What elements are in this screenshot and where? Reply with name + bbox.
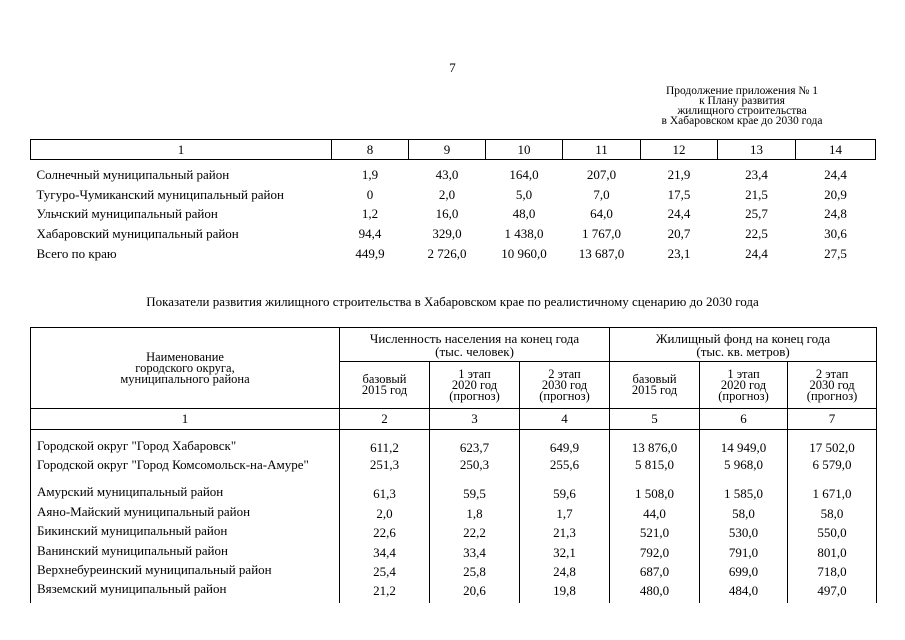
column-number: 7 (788, 409, 877, 430)
cell: 13 687,0 (578, 245, 625, 261)
cell: 21,2 (340, 583, 430, 602)
cell: 7,0 (593, 186, 610, 202)
header-line: (тыс. кв. метров) (696, 343, 790, 359)
cell: 611,2 (340, 440, 430, 459)
cell: 19,8 (520, 583, 610, 602)
table-header-row (31, 328, 877, 362)
cell: 22,5 (745, 226, 768, 242)
subheader-base (610, 362, 700, 409)
cell: 550,0 (788, 525, 877, 544)
appendix-note-line: к Плану развития (699, 95, 785, 107)
cell: 24,8 (520, 564, 610, 583)
header-line: Наименование (146, 349, 224, 364)
cell: 24,4 (745, 245, 768, 261)
cell: 58,0 (700, 506, 788, 525)
cell: Городской округ "Город Хабаровск" (31, 440, 340, 459)
cell: 24,8 (824, 206, 847, 222)
cell: 21,3 (520, 525, 610, 544)
header-line: (прогноз) (539, 388, 590, 403)
cell: 329,0 (432, 226, 462, 242)
cell: 699,0 (700, 564, 788, 583)
cell: 59,5 (430, 486, 520, 505)
cell: 449,9 (355, 245, 385, 261)
cell: 1 671,0 (788, 486, 877, 505)
table-row (31, 166, 876, 186)
column-header: 14 (796, 140, 876, 160)
column-number: 5 (610, 409, 700, 430)
cell: 5 815,0 (610, 459, 700, 486)
appendix-note-line: в Хабаровском крае до 2030 года (661, 115, 823, 127)
header-line: 2020 год (720, 377, 767, 392)
column-header: 11 (563, 140, 641, 160)
cell: 13 876,0 (610, 440, 700, 459)
cell: 521,0 (610, 525, 700, 544)
header-line: 2015 год (631, 383, 678, 397)
subheader-base (340, 362, 430, 409)
cell: 30,6 (824, 226, 847, 242)
subheader-stage1 (700, 362, 788, 409)
appendix-note-line: Продолжение приложения № 1 (665, 85, 819, 97)
header-line: (тыс. человек) (435, 343, 514, 359)
header-line: 1 этап (458, 366, 491, 381)
cell: 2,0 (340, 506, 430, 525)
subheader-stage1 (430, 362, 520, 409)
table-row (31, 525, 877, 544)
cell: 1,9 (361, 167, 379, 183)
cell: 801,0 (788, 545, 877, 564)
appendix-note-line: жилищного строительства (677, 105, 807, 117)
cell: 21,5 (745, 186, 768, 202)
header-line: городского округа, (135, 360, 235, 375)
column-number: 2 (340, 409, 430, 430)
cell: 64,0 (590, 206, 613, 222)
cell: 16,0 (435, 206, 459, 222)
table-row (31, 459, 877, 486)
column-header: 8 (332, 140, 409, 160)
table-row (31, 224, 876, 244)
cell: 61,3 (340, 486, 430, 505)
column-number: 6 (700, 409, 788, 430)
header-line: 2020 год (451, 377, 498, 392)
header-line: 1 этап (727, 366, 760, 381)
table-title: Показатели развития жилищного строительства в Хабаровском крае по реалистичному сценарию до 2030 года (146, 294, 759, 309)
column-number: 4 (520, 409, 610, 430)
cell: 484,0 (700, 583, 788, 602)
cell: 497,0 (788, 583, 877, 602)
cell: 32,1 (520, 545, 610, 564)
table-housing-indicators (30, 327, 877, 603)
cell: 22,2 (430, 525, 520, 544)
header-line: базовый (362, 372, 407, 386)
header-line: 2015 год (361, 383, 408, 397)
cell: 255,6 (520, 459, 610, 486)
subheader-stage2 (788, 362, 877, 409)
cell: 58,0 (788, 506, 877, 525)
header-line: (прогноз) (806, 388, 858, 403)
header-line: 2030 год (541, 377, 588, 392)
cell: 25,4 (340, 564, 430, 583)
cell: 17,5 (667, 186, 691, 202)
cell: 21,9 (667, 167, 691, 183)
table-row (31, 185, 876, 205)
cell: Аяно-Майский муниципальный район (31, 506, 340, 525)
column-header: 12 (641, 140, 718, 160)
column-header: 9 (409, 140, 486, 160)
header-line: базовый (632, 372, 677, 386)
cell: 20,6 (430, 583, 520, 602)
cell: 94,4 (358, 226, 382, 242)
table-row (31, 205, 876, 225)
header-line: Численность населения на конец года (369, 330, 580, 346)
column-number: 1 (31, 409, 340, 430)
table-row-total (31, 244, 876, 264)
cell: 0 (366, 186, 374, 202)
appendix-note (612, 86, 872, 126)
cell: 24,4 (667, 206, 691, 222)
cell: 14 949,0 (700, 440, 788, 459)
cell: 27,5 (824, 245, 847, 261)
cell: Всего по краю (36, 245, 117, 261)
column-number: 3 (430, 409, 520, 430)
cell: 43,0 (435, 167, 459, 183)
cell: 480,0 (610, 583, 700, 602)
cell: 10 960,0 (501, 245, 547, 261)
cell: 623,7 (430, 440, 520, 459)
cell: 5,0 (515, 186, 533, 202)
cell: 33,4 (430, 545, 520, 564)
cell: 164,0 (509, 167, 539, 183)
cell: 23,1 (667, 245, 691, 261)
cell: 17 502,0 (788, 440, 877, 459)
cell: Тугуро-Чумиканский муниципальный район (36, 186, 284, 202)
header-line: (прогноз) (718, 388, 769, 403)
cell: 20,7 (667, 226, 691, 242)
cell: Бикинский муниципальный район (31, 525, 340, 544)
column-number-row (31, 409, 877, 430)
cell: Хабаровский муниципальный район (36, 226, 239, 242)
cell: Ульчский муниципальный район (36, 206, 218, 222)
cell: 25,8 (430, 564, 520, 583)
cell: 48,0 (512, 206, 536, 222)
subheader-stage2 (520, 362, 610, 409)
cell: 25,7 (745, 206, 768, 222)
cell: 792,0 (610, 545, 700, 564)
population-header (340, 328, 610, 362)
cell: 22,6 (340, 525, 430, 544)
cell: 1 438,0 (504, 226, 544, 242)
cell: 207,0 (586, 167, 617, 183)
header-line: 2 этап (548, 366, 581, 381)
cell: 23,4 (745, 167, 768, 183)
cell: 2,0 (438, 186, 456, 202)
cell: Городской округ "Город Комсомольск-на-Амуре" (31, 459, 340, 486)
cell: 2 726,0 (427, 245, 467, 261)
cell: 5 968,0 (700, 459, 788, 486)
header-line: муниципального района (120, 371, 250, 386)
cell: 251,3 (340, 459, 430, 486)
table-row (31, 583, 877, 602)
cell: 530,0 (700, 525, 788, 544)
cell: 250,3 (430, 459, 520, 486)
table-header-row (31, 140, 876, 160)
cell: 649,9 (520, 440, 610, 459)
cell: 1 767,0 (582, 226, 621, 242)
cell: 59,6 (520, 486, 610, 505)
cell: 6 579,0 (788, 459, 877, 486)
column-header: 13 (718, 140, 796, 160)
cell: 791,0 (700, 545, 788, 564)
cell: 1,8 (430, 506, 520, 525)
cell: Ванинский муниципальный район (31, 545, 340, 564)
cell: 1,7 (520, 506, 610, 525)
column-header: 10 (486, 140, 563, 160)
cell: 20,9 (824, 186, 847, 202)
cell: 44,0 (610, 506, 700, 525)
page-number: 7 (449, 60, 456, 75)
header-line: Жилищный фонд на конец года (655, 330, 831, 346)
name-column-header (31, 328, 340, 409)
cell: Амурский муниципальный район (31, 486, 340, 505)
cell: 1,2 (361, 206, 379, 222)
cell: 24,4 (824, 167, 847, 183)
cell: Верхнебуреинский муниципальный район (31, 564, 340, 583)
cell: 718,0 (788, 564, 877, 583)
cell: 687,0 (610, 564, 700, 583)
table-row (31, 486, 877, 505)
cell: 34,4 (340, 545, 430, 564)
cell: Вяземский муниципальный район (31, 583, 340, 602)
cell: Солнечный муниципальный район (36, 167, 230, 183)
header-line: (прогноз) (449, 388, 500, 403)
header-line: 2 этап (815, 366, 849, 381)
column-header: 1 (31, 140, 332, 160)
cell: 1 585,0 (700, 486, 788, 505)
table-continuation (30, 139, 876, 263)
header-line: 2030 год (809, 377, 855, 392)
cell: 1 508,0 (610, 486, 700, 505)
housing-header (610, 328, 877, 362)
